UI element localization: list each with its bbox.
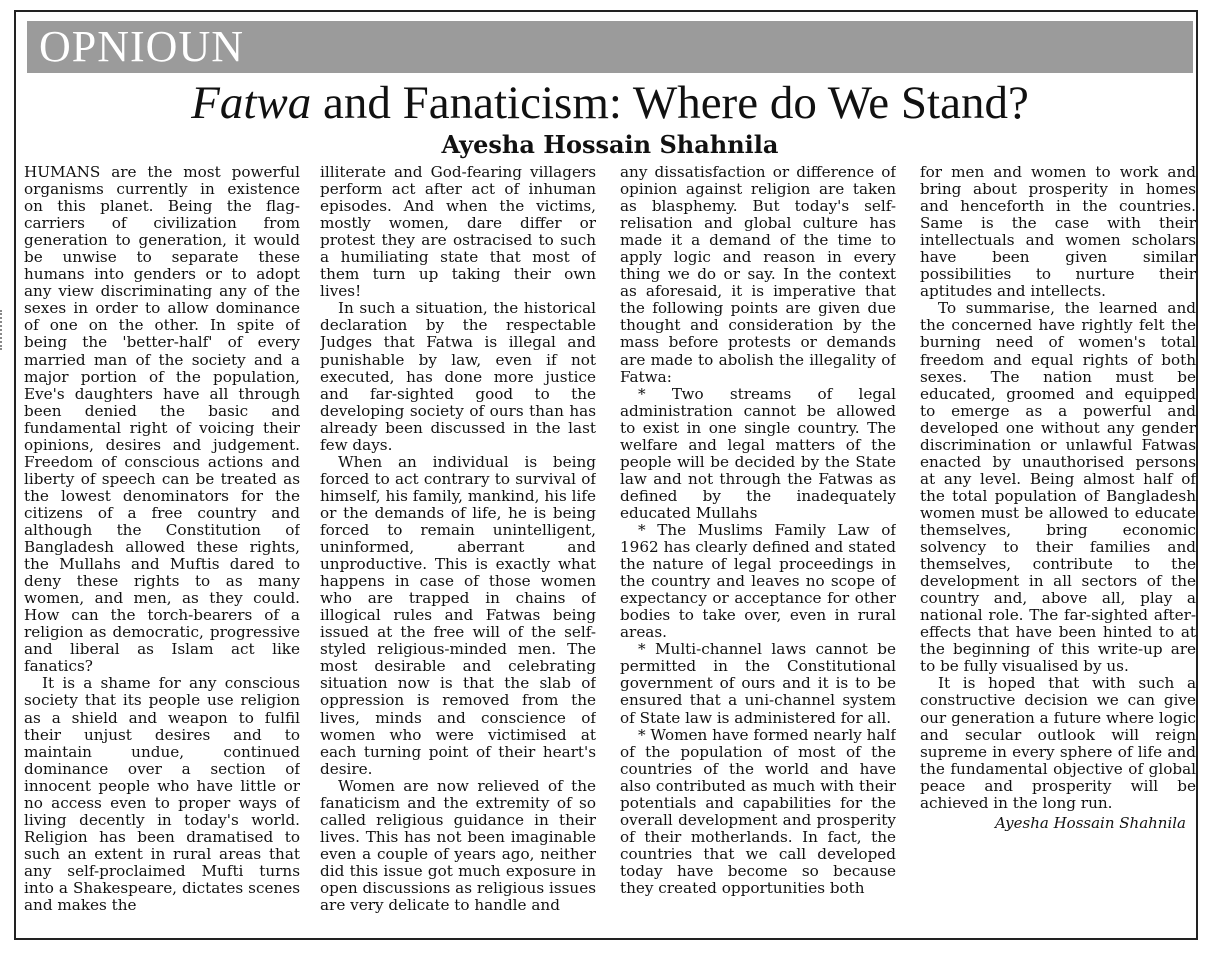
headline-italic-part: Fatwa	[191, 77, 312, 129]
article-column-3	[620, 164, 896, 934]
bullet-paragraph: * Multi-channel laws cannot be permitted in the Constitutional government of ours and it is to be ensured that a uni-channel system of State law is administered for all.	[620, 640, 896, 727]
paragraph: In such a situation, the historical declaration by the respectable Judges that Fatwa is illegal and punishable by law, even if not executed, has done more justice and far-sighted good to the developing society of ours than has already been discussed in the last few days.	[320, 299, 596, 454]
article-column-2	[320, 164, 596, 934]
paragraph: HUMANS are the most powerful organisms currently in existence on this planet. Being the flag-carriers of civilization from generation to generation, it would be unwise to separate these humans into genders or to adopt any view discriminating any of the sexes in order to allow dominance of one on the other. In spite of being the 'better-half' of every married man of the society and a major portion of the population, Eve's daughters have all through been denied the basic and fundamental right of voicing their opinions, desires and judgement. Freedom of conscious actions and liberty of speech can be treated as the lowest denominators for the citizens of a free country and although the Constitution of Bangladesh allowed these rights, the Mullahs and Muftis dared to deny these rights to as many women, and men, as they could. How can the torch-bearers of a religion as democratic, progressive and liberal as Islam act like fanatics?	[24, 164, 300, 676]
bullet-paragraph: * Two streams of legal administration cannot be allowed to exist in one single country. The welfare and legal matters of the people will be decided by the State law and not through the Fatwas as defined by the inadequately educated Mullahs	[620, 384, 896, 522]
author-signoff: Ayesha Hossain Shahnila	[994, 813, 1186, 832]
paragraph: illiterate and God-fearing villagers perform act after act of inhuman episodes. And when the victims, mostly women, dare differ or protest they are ostracised to such a humiliating state that most of them turn up taking their own lives!	[320, 164, 596, 301]
article-headline	[27, 76, 1193, 130]
paragraph: It is hoped that with such a constructive decision we can give our generation a future where logic and secular outlook will reign supreme in every sphere of life and the fundamental objective of global peace and prosperity will be achieved in the long run.	[920, 674, 1196, 812]
headline-main-part: and Fanaticism: Where do We Stand?	[311, 77, 1029, 129]
article-column-4	[920, 164, 1196, 934]
paragraph: for men and women to work and bring about prosperity in homes and henceforth in the countries. Same is the case with their intellectuals and women scholars have been given similar possibilities to nurture their aptitudes and intellects.	[920, 164, 1196, 301]
bullet-paragraph: * Women have formed nearly half of the population of most of the countries of the world and have also contributed as much with their potentials and capabilities for the overall development and prosperity of their motherlands. In fact, the countries that we call developed today have become so because they created opportunities both	[620, 725, 896, 897]
section-label: OPNIOUN	[39, 22, 244, 71]
bullet-paragraph: * The Muslims Family Law of 1962 has clearly defined and stated the nature of legal proceedings in the country and leaves no scope of expectancy or acceptance for other bodies to take over, even in rural areas.	[620, 520, 896, 642]
article-byline: Ayesha Hossain Shahnila	[441, 130, 779, 159]
paragraph: When an individual is being forced to act contrary to survival of himself, his family, mankind, his life or the demands of life, he is being forced to remain unintelligent, uninformed, aberrant and unproductive. This is exactly what happens in case of those women who are trapped in chains of illogical rules and Fatwas being issued at the free will of the self-styled religious-minded men. The most desirable and celebrating situation now is that the slab of oppression is removed from the lives, minds and conscience of women who were victimised at each turning point of their heart's desire.	[320, 452, 596, 778]
paragraph: It is a shame for any conscious society that its people use religion as a shield and weapon to fulfil their unjust desires and to maintain undue, continued dominance over a section of innocent people who have little or no access even to proper ways of living decently in today's world. Religion has been dramatised to such an extent in rural areas that any self-proclaimed Mufti turns into a Shakespeare, dictates scenes and makes the	[24, 674, 300, 915]
paragraph: To summarise, the learned and the concerned have rightly felt the burning need of women's total freedom and equal rights of both sexes. The nation must be educated, groomed and equipped to emerge as a powerful and developed one without any gender discrimination or unlawful Fatwas enacted by unauthorised persons at any level. Being almost half of the total population of Bangladesh women must be allowed to educate themselves, bring economic solvency to their families and themselves, contribute to the development in all sectors of the country and, above all, play a national role. The far-sighted after-effects that have been hinted to at the beginning of this write-up are to be fully visualised by us.	[920, 299, 1196, 676]
section-header-bar	[27, 21, 1193, 73]
page-edge-marks	[0, 310, 6, 350]
article-column-1	[24, 164, 300, 934]
paragraph: any dissatisfaction or difference of opinion against religion are taken as blasphemy. But today's self-relisation and global culture has made it a demand of the time to apply logic and reason in every thing we do or say. In the context as aforesaid, it is imperative that the following points are given due thought and consideration by the mass before protests or demands are made to abolish the illegality of Fatwa:	[620, 164, 896, 386]
paragraph: Women are now relieved of the fanaticism and the extremity of so called religious guidance in their lives. This has not been imaginable even a couple of years ago, neither did this issue got much exposure in open discussions as religious issues are very delicate to handle and	[320, 776, 596, 915]
